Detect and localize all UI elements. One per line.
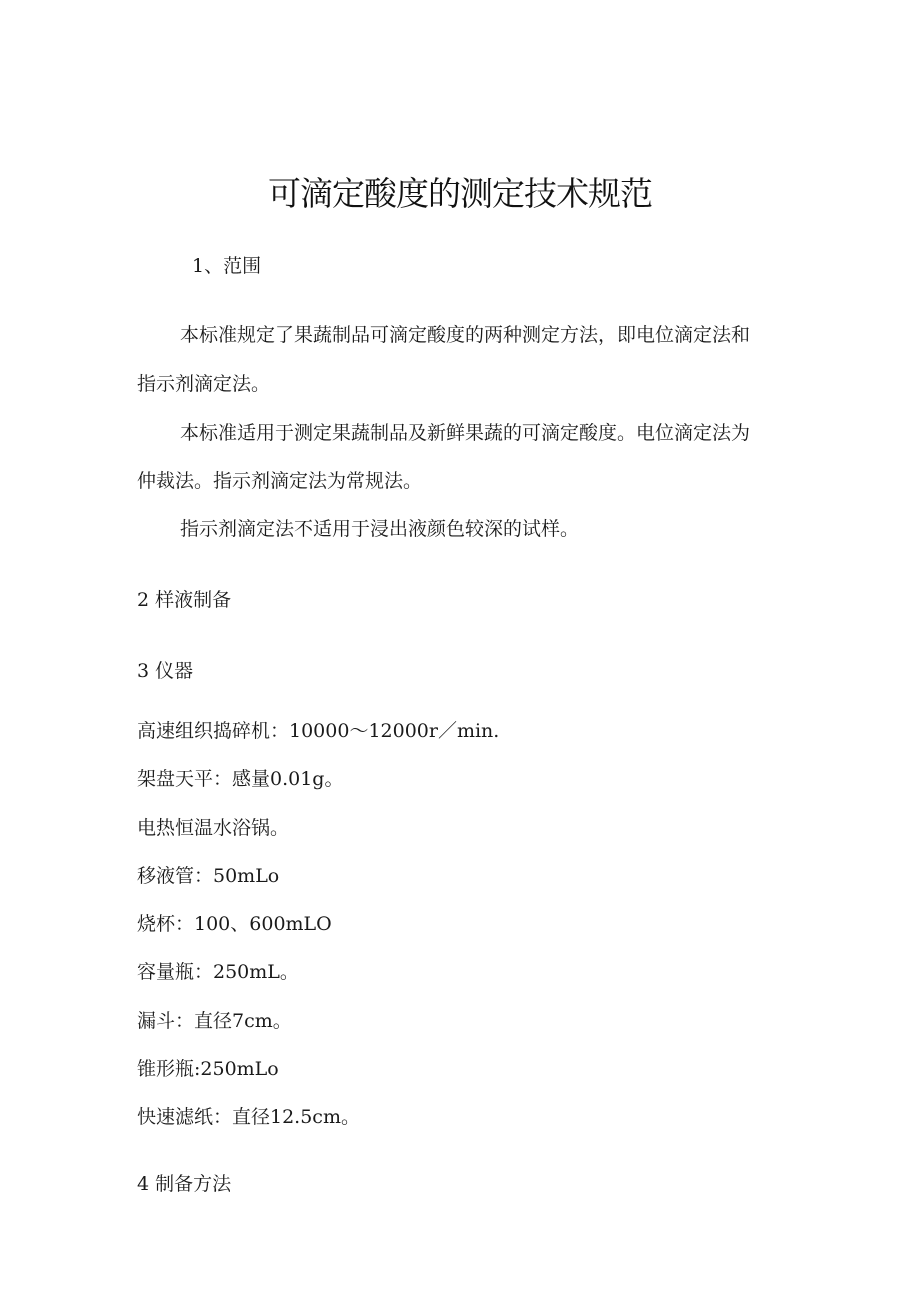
section-1-heading: 1、范围 bbox=[192, 255, 262, 277]
paragraph-scope-line-2: 指示剂滴定法。 bbox=[137, 373, 271, 395]
instrument-item: 架盘天平：感量0.01g。 bbox=[137, 768, 344, 790]
paragraph-applicability-line-2: 仲裁法。指示剂滴定法为常规法。 bbox=[137, 470, 423, 492]
instrument-item: 移液管：50mLo bbox=[137, 865, 280, 887]
paragraph-scope-line-1: 本标准规定了果蔬制品可滴定酸度的两种测定方法，即电位滴定法和 bbox=[180, 324, 751, 346]
instrument-item: 高速组织捣碎机：10000～12000r／min. bbox=[137, 720, 500, 742]
instrument-item: 锥形瓶:250mLo bbox=[137, 1058, 279, 1080]
document-title: 可滴定酸度的测定技术规范 bbox=[268, 174, 652, 213]
instrument-item: 漏斗：直径7cm。 bbox=[137, 1010, 292, 1032]
section-2-heading: 2 样液制备 bbox=[137, 589, 232, 611]
section-4-heading: 4 制备方法 bbox=[137, 1173, 232, 1195]
instrument-item: 快速滤纸：直径12.5cm。 bbox=[137, 1106, 360, 1128]
instrument-item: 烧杯：100、600mLO bbox=[137, 913, 332, 935]
instrument-item: 电热恒温水浴锅。 bbox=[137, 817, 290, 839]
paragraph-applicability-line-1: 本标准适用于测定果蔬制品及新鲜果蔬的可滴定酸度。电位滴定法为 bbox=[180, 422, 751, 444]
section-3-heading: 3 仪器 bbox=[137, 660, 194, 682]
instrument-item: 容量瓶：250mL。 bbox=[137, 961, 299, 983]
paragraph-limitation: 指示剂滴定法不适用于浸出液颜色较深的试样。 bbox=[180, 518, 580, 540]
